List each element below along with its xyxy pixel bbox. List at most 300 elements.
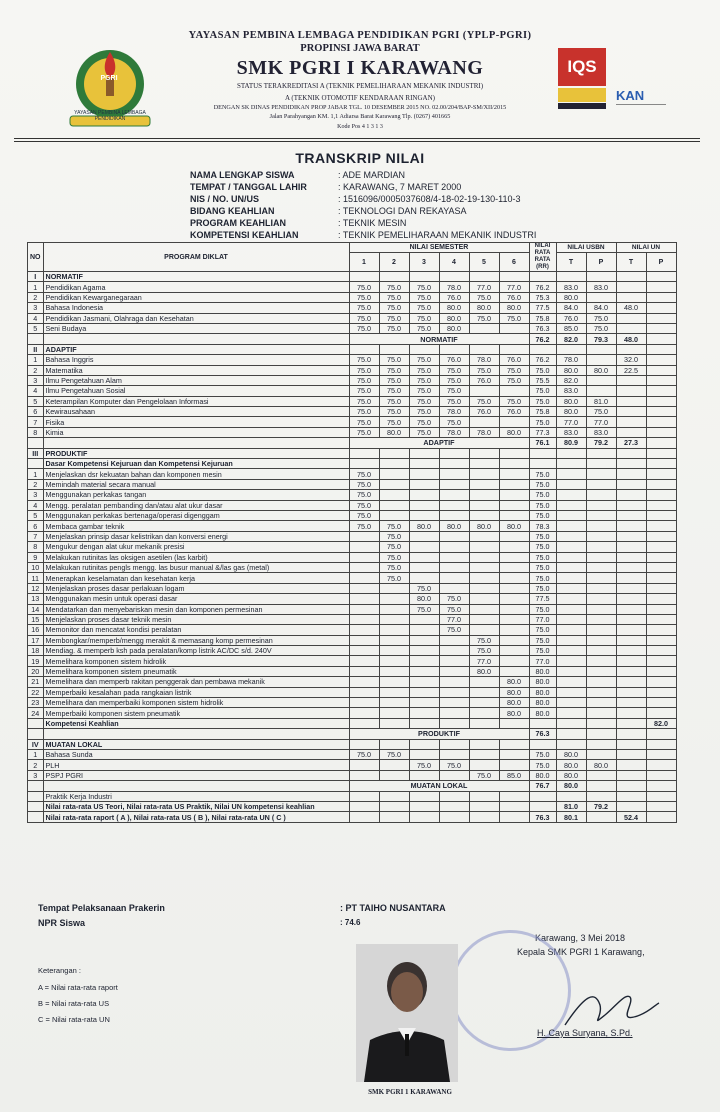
grade-cell: 76.3 <box>529 812 556 822</box>
row-number: 3 <box>28 303 44 313</box>
grade-cell <box>646 344 676 354</box>
grade-cell: 75.0 <box>439 375 469 385</box>
grade-cell <box>379 708 409 718</box>
row-number: 5 <box>28 396 44 406</box>
grade-cell <box>409 687 439 697</box>
grade-cell: 80.0 <box>529 698 556 708</box>
grade-cell <box>379 666 409 676</box>
table-row <box>28 365 677 375</box>
grade-cell <box>469 791 499 801</box>
grade-cell: 77.5 <box>529 303 556 313</box>
grade-cell: 76.0 <box>499 292 529 302</box>
table-row <box>28 749 677 759</box>
grade-cell: 75.0 <box>439 365 469 375</box>
grade-cell <box>616 718 646 728</box>
grade-cell <box>379 656 409 666</box>
grades-table-wrap <box>27 242 677 823</box>
row-number: 8 <box>28 542 44 552</box>
grade-cell <box>499 573 529 583</box>
row-program: Mengg. peralatan pembanding dan/atau alat ukur dasar <box>43 500 349 510</box>
grade-cell <box>349 459 379 469</box>
section-row <box>28 344 677 354</box>
grade-cell <box>499 500 529 510</box>
grade-cell <box>646 635 676 645</box>
grade-cell <box>379 448 409 458</box>
grade-cell <box>529 344 556 354</box>
table-row <box>28 604 677 614</box>
grade-cell: 75.0 <box>409 375 439 385</box>
row-program: Menjelaskan prinsip dasar kelistrikan dan konversi energi <box>43 531 349 541</box>
row-program: Praktik Kerja Industri <box>43 791 349 801</box>
grade-cell: 75.0 <box>586 313 616 323</box>
row-number: 11 <box>28 573 44 583</box>
grade-cell: 75.0 <box>439 604 469 614</box>
grade-cell <box>439 666 469 676</box>
grade-cell <box>409 573 439 583</box>
grade-cell: 75.0 <box>586 323 616 333</box>
grade-cell <box>499 749 529 759</box>
grade-cell <box>646 573 676 583</box>
row-number: 22 <box>28 687 44 697</box>
grade-cell <box>379 469 409 479</box>
grade-cell <box>469 531 499 541</box>
grade-cell <box>409 500 439 510</box>
grade-cell: 75.0 <box>409 323 439 333</box>
grade-cell: 75.0 <box>409 760 439 770</box>
grade-cell <box>409 531 439 541</box>
grade-cell: 76.0 <box>499 355 529 365</box>
grade-cell: 75.0 <box>499 313 529 323</box>
grade-cell <box>439 635 469 645</box>
table-row <box>28 687 677 697</box>
grade-cell: 75.0 <box>349 375 379 385</box>
grade-cell <box>379 510 409 520</box>
grade-cell <box>616 407 646 417</box>
grade-cell <box>469 500 499 510</box>
grade-cell <box>646 656 676 666</box>
grade-cell <box>349 614 379 624</box>
grade-cell: 75.0 <box>409 583 439 593</box>
grade-cell <box>616 479 646 489</box>
header-semester-2: 2 <box>379 253 409 272</box>
grade-cell <box>616 552 646 562</box>
grade-cell <box>646 292 676 302</box>
grade-cell <box>586 708 616 718</box>
grade-cell <box>439 583 469 593</box>
row-number: 2 <box>28 479 44 489</box>
grade-cell: 80.1 <box>556 812 586 822</box>
grade-cell <box>409 718 439 728</box>
grade-cell: 80.0 <box>556 365 586 375</box>
grade-cell: 75.0 <box>349 282 379 292</box>
grade-cell: 75.0 <box>529 604 556 614</box>
grade-cell <box>556 272 586 282</box>
grade-cell: 75.0 <box>349 479 379 489</box>
grade-cell: 75.0 <box>349 396 379 406</box>
row-number: 7 <box>28 417 44 427</box>
grade-cell <box>586 770 616 780</box>
row-number: 15 <box>28 614 44 624</box>
grade-cell <box>439 656 469 666</box>
section-row <box>28 448 677 458</box>
grade-cell: 75.0 <box>439 386 469 396</box>
grade-cell <box>349 625 379 635</box>
table-row <box>28 292 677 302</box>
grade-cell: 75.3 <box>529 292 556 302</box>
grade-cell <box>586 490 616 500</box>
grade-cell: 22.5 <box>616 365 646 375</box>
row-number: 5 <box>28 510 44 520</box>
grade-cell <box>499 344 529 354</box>
grade-cell <box>499 323 529 333</box>
row-program: Fisika <box>43 417 349 427</box>
grade-cell: 80.0 <box>439 323 469 333</box>
grade-cell <box>646 313 676 323</box>
grade-cell <box>379 490 409 500</box>
grade-cell <box>616 323 646 333</box>
grade-cell <box>379 677 409 687</box>
grade-cell <box>586 656 616 666</box>
grade-cell: 75.0 <box>379 573 409 583</box>
grade-cell <box>646 355 676 365</box>
row-number: 8 <box>28 427 44 437</box>
grade-cell <box>349 698 379 708</box>
grade-cell <box>586 635 616 645</box>
npr-value: : 74.6 <box>340 918 361 927</box>
grade-cell: 80.0 <box>499 687 529 697</box>
row-number: 12 <box>28 583 44 593</box>
grade-cell <box>616 292 646 302</box>
grade-cell <box>439 500 469 510</box>
grade-cell <box>409 739 439 749</box>
grade-cell <box>586 666 616 676</box>
grade-cell <box>469 604 499 614</box>
table-row <box>28 303 677 313</box>
grade-cell: 75.0 <box>409 604 439 614</box>
grade-cell <box>646 594 676 604</box>
header-divider <box>14 138 700 139</box>
identity-label: BIDANG KEAHLIAN <box>190 206 275 216</box>
grade-cell: 77.0 <box>469 282 499 292</box>
grade-cell <box>586 625 616 635</box>
row-program: Mengukur dengan alat ukur mekanik presisi <box>43 542 349 552</box>
grade-cell <box>556 791 586 801</box>
grade-cell <box>586 573 616 583</box>
grade-cell <box>646 760 676 770</box>
grade-cell <box>646 583 676 593</box>
note-c: C = Nilai rata-rata UN <box>38 1015 110 1024</box>
grade-cell: 82.0 <box>556 375 586 385</box>
grade-cell: 48.0 <box>616 303 646 313</box>
grade-cell <box>586 562 616 572</box>
grade-cell: 78.0 <box>439 407 469 417</box>
grade-cell <box>616 396 646 406</box>
grade-cell: 75.0 <box>379 749 409 759</box>
row-program: Seni Budaya <box>43 323 349 333</box>
row-program: Pendidikan Kewarganegaraan <box>43 292 349 302</box>
row-number: 5 <box>28 323 44 333</box>
grade-cell: 80.0 <box>529 677 556 687</box>
subtotal-row <box>28 781 677 791</box>
grade-cell <box>409 459 439 469</box>
grade-cell <box>616 521 646 531</box>
grade-cell: 77.0 <box>469 656 499 666</box>
table-row <box>28 375 677 385</box>
grade-cell: 78.0 <box>469 355 499 365</box>
table-row <box>28 469 677 479</box>
grade-cell <box>379 698 409 708</box>
grade-cell <box>439 749 469 759</box>
grade-cell <box>556 718 586 728</box>
grade-cell <box>499 635 529 645</box>
table-row <box>28 282 677 292</box>
grade-cell <box>556 739 586 749</box>
grade-cell <box>556 459 586 469</box>
grade-cell: 75.0 <box>349 292 379 302</box>
grade-cell: 75.0 <box>379 355 409 365</box>
grade-cell <box>349 760 379 770</box>
identity-row <box>190 206 467 217</box>
row-number: 23 <box>28 698 44 708</box>
grade-cell: 80.0 <box>409 594 439 604</box>
row-program: Pendidikan Agama <box>43 282 349 292</box>
grade-cell <box>439 490 469 500</box>
header-tp-2: T <box>616 253 646 272</box>
grade-cell <box>439 272 469 282</box>
note-a: A = Nilai rata-rata raport <box>38 983 118 992</box>
logo-ribbon-text: YAYASAN PEMBINA LEMBAGA PENDIDIKAN <box>74 110 146 122</box>
row-program: Menjelaskan proses dasar perlakuan logam <box>43 583 349 593</box>
decree-text: DENGAN SK DINAS PENDIDIKAN PROP JABAR TGL. 10 DESEMBER 2015 NO. 02.00/204/BAP-SM/XII/2015 <box>213 104 507 111</box>
grade-cell <box>556 708 586 718</box>
grade-cell <box>529 739 556 749</box>
grade-cell: 76.3 <box>529 729 556 739</box>
grade-cell <box>646 510 676 520</box>
grade-cell <box>586 272 616 282</box>
grade-cell <box>469 490 499 500</box>
grade-cell: 75.0 <box>349 303 379 313</box>
row-number: 2 <box>28 365 44 375</box>
grade-cell: 76.3 <box>529 323 556 333</box>
grade-cell: 75.0 <box>469 396 499 406</box>
table-row <box>28 666 677 676</box>
grade-cell <box>439 791 469 801</box>
grade-cell: 75.0 <box>529 469 556 479</box>
grade-cell: 75.0 <box>379 417 409 427</box>
logo-left-label: PGRI <box>100 75 118 82</box>
grade-cell <box>409 469 439 479</box>
grade-cell: 80.0 <box>469 521 499 531</box>
grade-cell <box>586 375 616 385</box>
grade-cell <box>646 666 676 676</box>
grade-cell: 75.0 <box>439 417 469 427</box>
table-row <box>28 635 677 645</box>
grade-cell: 75.0 <box>349 323 379 333</box>
row-program <box>43 334 349 344</box>
grade-cell <box>499 718 529 728</box>
subtotal-row <box>28 729 677 739</box>
grade-cell <box>439 718 469 728</box>
grade-cell <box>616 635 646 645</box>
grade-cell <box>499 739 529 749</box>
grade-cell: 75.0 <box>409 396 439 406</box>
grade-cell <box>646 459 676 469</box>
grade-cell <box>439 677 469 687</box>
grade-cell <box>616 770 646 780</box>
grade-cell: 75.0 <box>379 407 409 417</box>
grade-cell <box>616 760 646 770</box>
table-row <box>28 594 677 604</box>
grade-cell <box>646 490 676 500</box>
table-row <box>28 355 677 365</box>
grade-cell <box>409 344 439 354</box>
grade-cell <box>616 646 646 656</box>
row-program: Membaca gambar teknik <box>43 521 349 531</box>
header-no: NO <box>28 243 44 272</box>
grade-cell: 75.0 <box>379 323 409 333</box>
row-number <box>28 334 44 344</box>
postal-code: Kode Pos 4 1 3 1 3 <box>337 124 383 130</box>
grade-cell <box>586 812 616 822</box>
row-program: NORMATIF <box>43 272 349 282</box>
grade-cell: 75.0 <box>409 313 439 323</box>
identity-label: PROGRAM KEAHLIAN <box>190 218 286 228</box>
table-row <box>28 770 677 780</box>
grade-cell <box>409 479 439 489</box>
section-row <box>28 739 677 749</box>
grade-cell <box>499 801 529 811</box>
grade-cell <box>556 573 586 583</box>
grade-cell: 75.0 <box>349 469 379 479</box>
row-program: Keterampilan Komputer dan Pengelolaan Informasi <box>43 396 349 406</box>
grade-cell: 75.0 <box>349 407 379 417</box>
grade-cell <box>349 646 379 656</box>
grade-cell <box>616 469 646 479</box>
grade-cell <box>616 791 646 801</box>
grade-cell <box>469 614 499 624</box>
row-program: Memelihara komponen sistem pneumatik <box>43 666 349 676</box>
header-un: NILAI UN <box>616 243 676 253</box>
row-number <box>28 791 44 801</box>
grade-cell <box>586 521 616 531</box>
grade-cell <box>409 698 439 708</box>
grade-cell: 75.0 <box>349 417 379 427</box>
table-row <box>28 479 677 489</box>
grade-cell <box>616 272 646 282</box>
grade-cell <box>586 292 616 302</box>
grade-cell <box>439 469 469 479</box>
grade-cell: 83.0 <box>556 282 586 292</box>
grade-cell: 80.0 <box>409 521 439 531</box>
grade-cell: 75.0 <box>379 313 409 323</box>
row-program: Menjelaskan proses dasar teknik mesin <box>43 614 349 624</box>
table-row <box>28 531 677 541</box>
subtotal-row <box>28 438 677 448</box>
identity-value: : TEKNOLOGI DAN REKAYASA <box>338 206 467 216</box>
grade-cell <box>379 625 409 635</box>
table-row <box>28 625 677 635</box>
npr-label: NPR Siswa <box>38 918 86 928</box>
prakerin-value: : PT TAIHO NUSANTARA <box>340 903 446 913</box>
grade-cell: 75.0 <box>529 646 556 656</box>
grade-cell <box>616 781 646 791</box>
grade-cell: 75.0 <box>499 375 529 385</box>
row-program: Mendatarkan dan menyebariskan mesin dan komponen permesinan <box>43 604 349 614</box>
grade-cell: 75.0 <box>469 292 499 302</box>
grade-cell: 75.5 <box>529 375 556 385</box>
grade-cell <box>529 718 556 728</box>
row-program: Menggunakan perkakas tangan <box>43 490 349 500</box>
grade-cell: 80.0 <box>469 666 499 676</box>
grade-cell: 75.0 <box>529 490 556 500</box>
grade-cell <box>469 749 499 759</box>
grade-cell <box>439 344 469 354</box>
grade-cell <box>556 666 586 676</box>
prakerin-label: Tempat Pelaksanaan Prakerin <box>38 903 165 913</box>
row-program <box>43 438 349 448</box>
identity-value: : KARAWANG, 7 MARET 2000 <box>338 182 462 192</box>
grade-cell <box>556 562 586 572</box>
header-semester: NILAI SEMESTER <box>349 243 529 253</box>
table-row <box>28 313 677 323</box>
grade-cell <box>586 479 616 489</box>
grade-cell: 75.0 <box>529 625 556 635</box>
grade-cell <box>616 594 646 604</box>
row-program: Menjelaskan dsr kekuatan bahan dan komponen mesin <box>43 469 349 479</box>
grade-cell <box>409 272 439 282</box>
grade-cell <box>439 573 469 583</box>
identity-row <box>190 218 406 229</box>
grade-cell <box>586 500 616 510</box>
grade-cell <box>616 562 646 572</box>
grade-cell: 75.0 <box>529 760 556 770</box>
grade-cell <box>529 801 556 811</box>
identity-value: : TEKNIK PEMELIHARAAN MEKANIK INDUSTRI <box>338 230 537 240</box>
header-semester-5: 5 <box>469 253 499 272</box>
grade-cell <box>499 272 529 282</box>
grade-cell: 80.0 <box>499 708 529 718</box>
grade-cell <box>646 417 676 427</box>
grade-cell <box>556 510 586 520</box>
grade-cell: 77.0 <box>529 614 556 624</box>
grade-cell: 75.0 <box>379 521 409 531</box>
row-program: Memelihara dan memperb rakitan penggerak dan pembawa mekanik <box>43 677 349 687</box>
grade-cell <box>499 791 529 801</box>
headmaster-name: H. Caya Suryana, S.Pd. <box>537 1028 633 1038</box>
grade-cell <box>469 344 499 354</box>
grade-cell <box>616 282 646 292</box>
grade-cell <box>409 490 439 500</box>
grade-cell <box>586 355 616 365</box>
grade-cell <box>469 552 499 562</box>
grade-cell <box>529 272 556 282</box>
grade-cell <box>556 656 586 666</box>
photo-caption: SMK PGRI 1 KARAWANG <box>368 1088 452 1096</box>
grade-cell: 75.0 <box>379 292 409 302</box>
row-number <box>28 438 44 448</box>
school-name: SMK PGRI I KARAWANG <box>236 57 484 79</box>
row-number: 21 <box>28 677 44 687</box>
grade-cell <box>469 323 499 333</box>
table-row <box>28 646 677 656</box>
grade-cell: 80.0 <box>499 698 529 708</box>
table-row <box>28 521 677 531</box>
grade-cell <box>616 375 646 385</box>
grade-cell <box>469 583 499 593</box>
grade-cell <box>379 594 409 604</box>
grade-cell <box>499 604 529 614</box>
grade-cell: 75.0 <box>529 365 556 375</box>
